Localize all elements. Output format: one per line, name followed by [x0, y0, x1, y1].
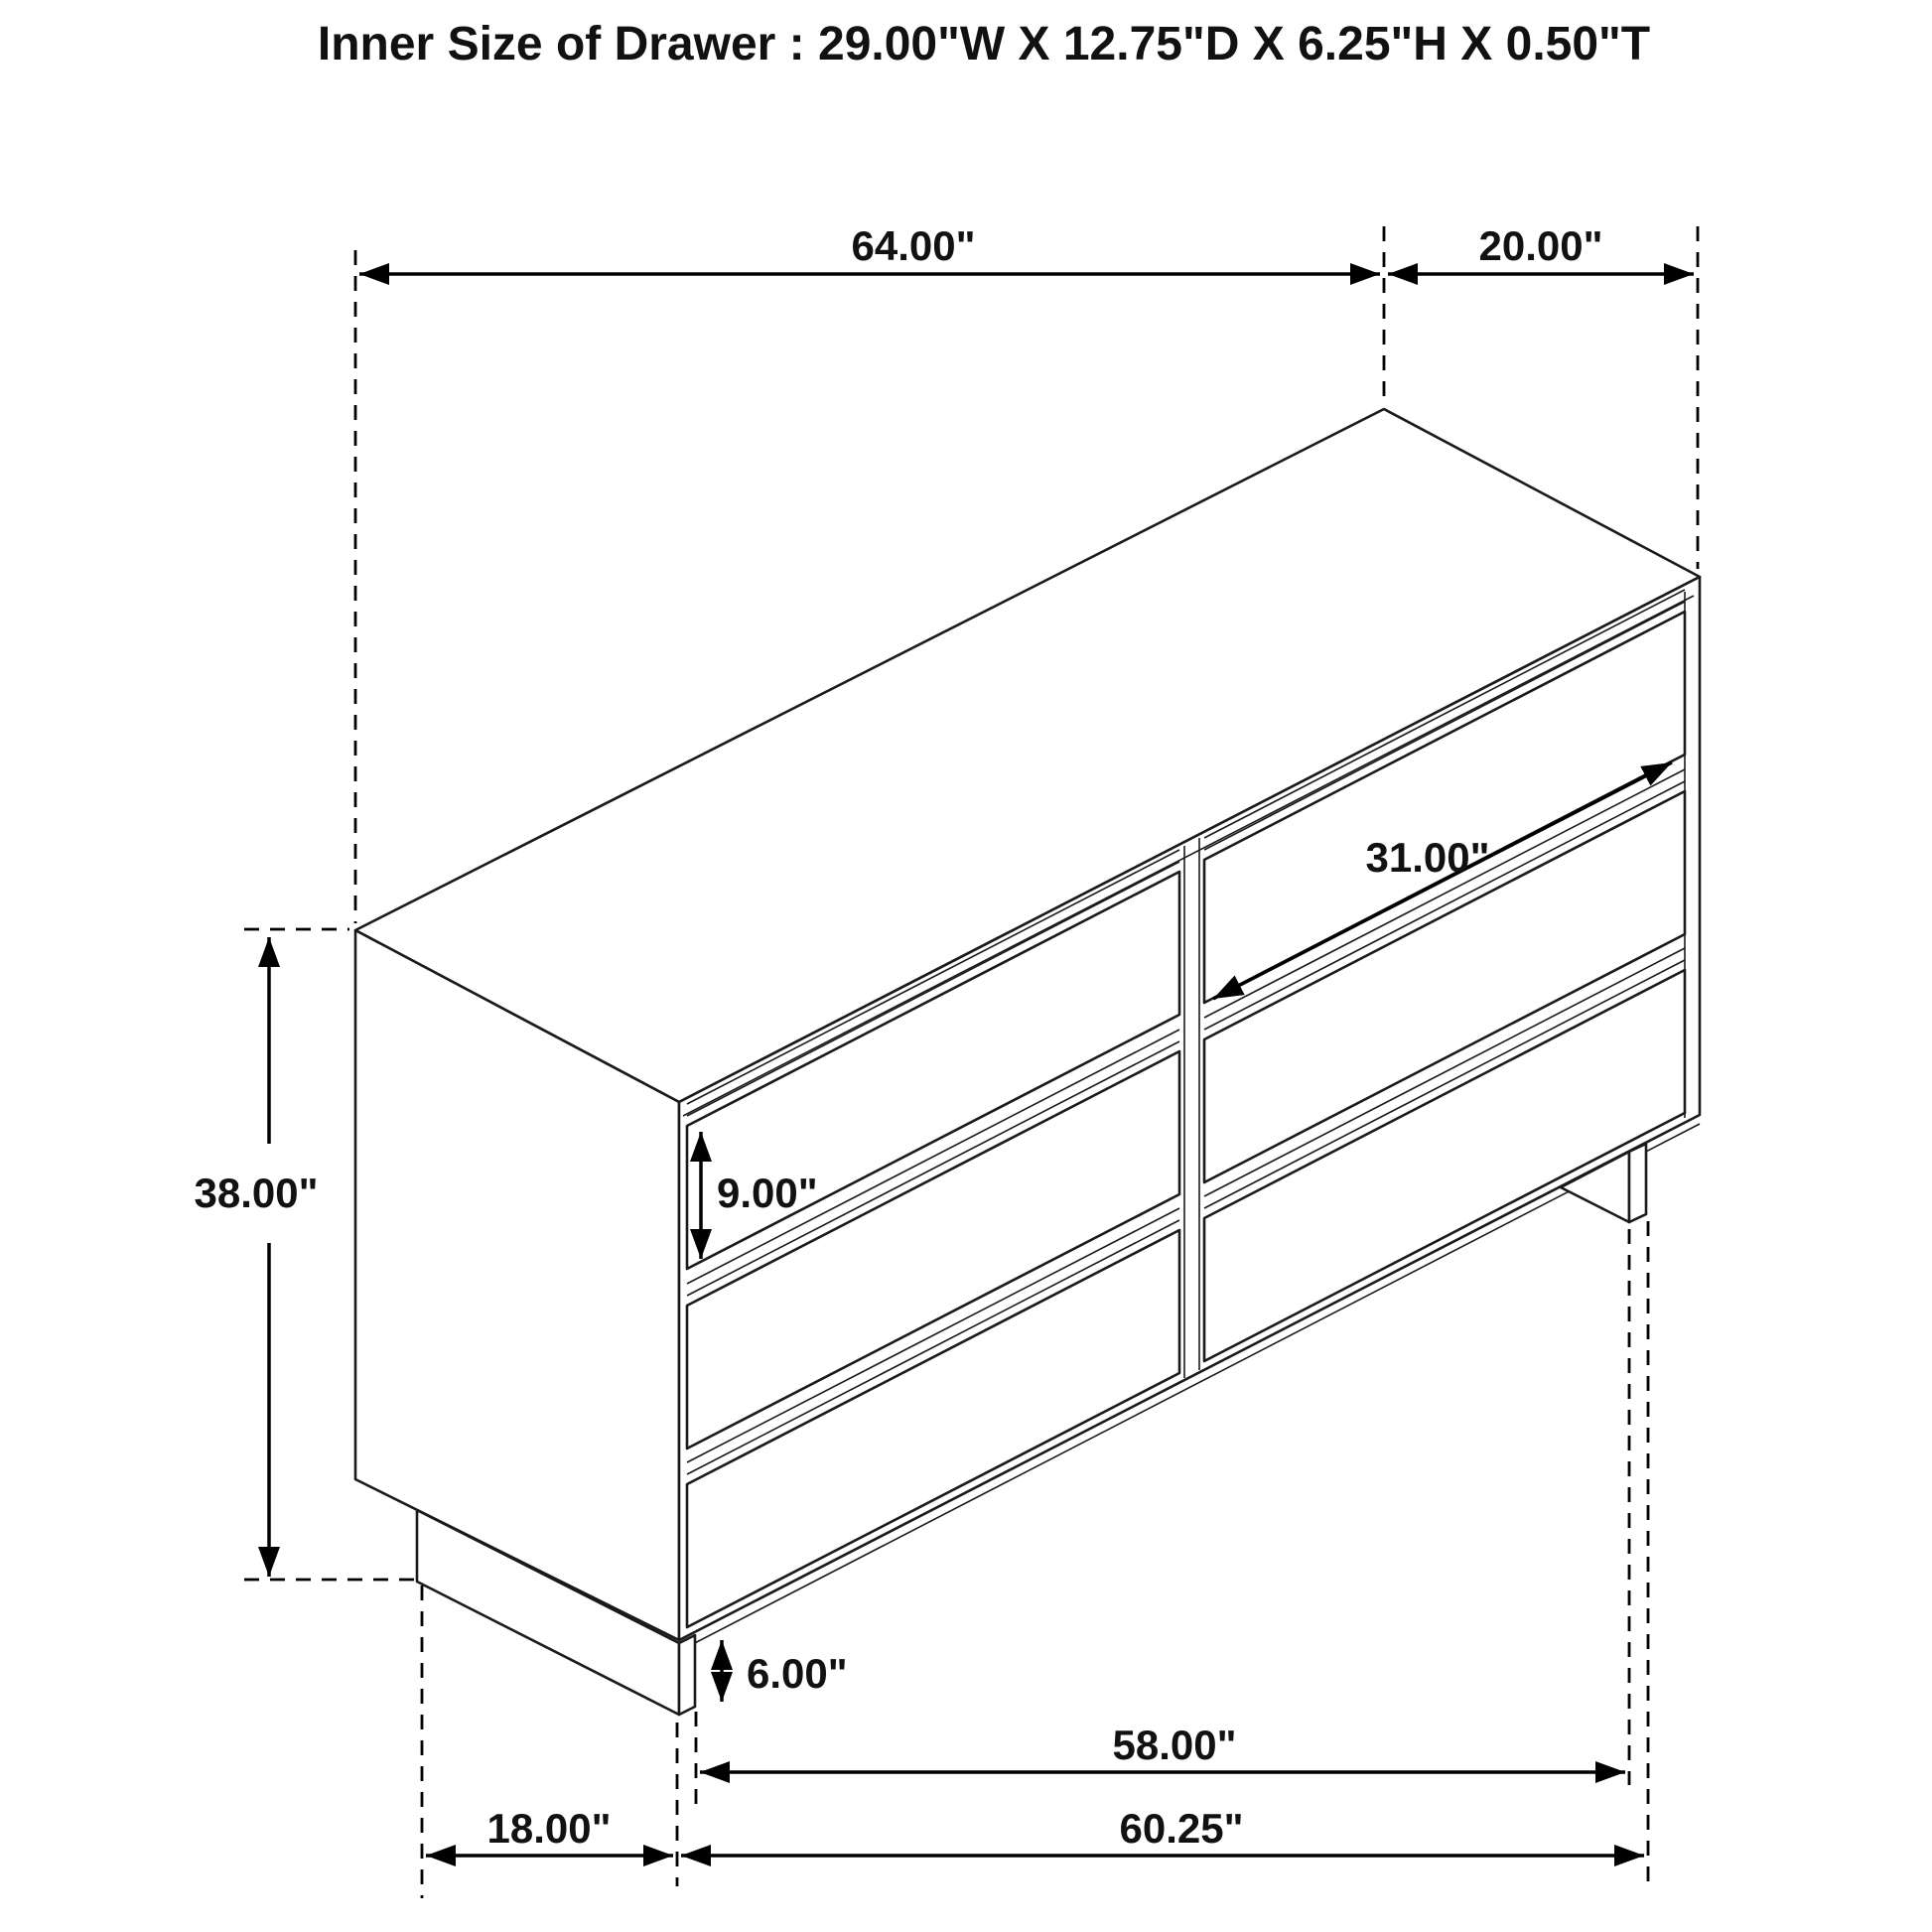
diagram-title: Inner Size of Drawer : 29.00"W X 12.75"D X 6.25"H X 0.50"T: [317, 18, 1651, 70]
left-leg-front-face: [679, 1635, 695, 1715]
dim-label-base-front-width: 58.00": [1112, 1722, 1237, 1768]
dim-label-floor-width: 60.25": [1119, 1805, 1244, 1852]
dim-label-height: 38.00": [194, 1170, 319, 1216]
dim-label-drawer-height: 9.00": [717, 1170, 818, 1216]
right-leg-front-face: [1629, 1144, 1646, 1222]
dim-label-top-width: 64.00": [851, 222, 976, 269]
dim-label-base-side-depth: 18.00": [486, 1805, 612, 1852]
dim-label-drawer-width: 31.00": [1365, 834, 1490, 881]
dim-label-base-height: 6.00": [747, 1650, 848, 1697]
dim-label-top-depth: 20.00": [1478, 222, 1603, 269]
